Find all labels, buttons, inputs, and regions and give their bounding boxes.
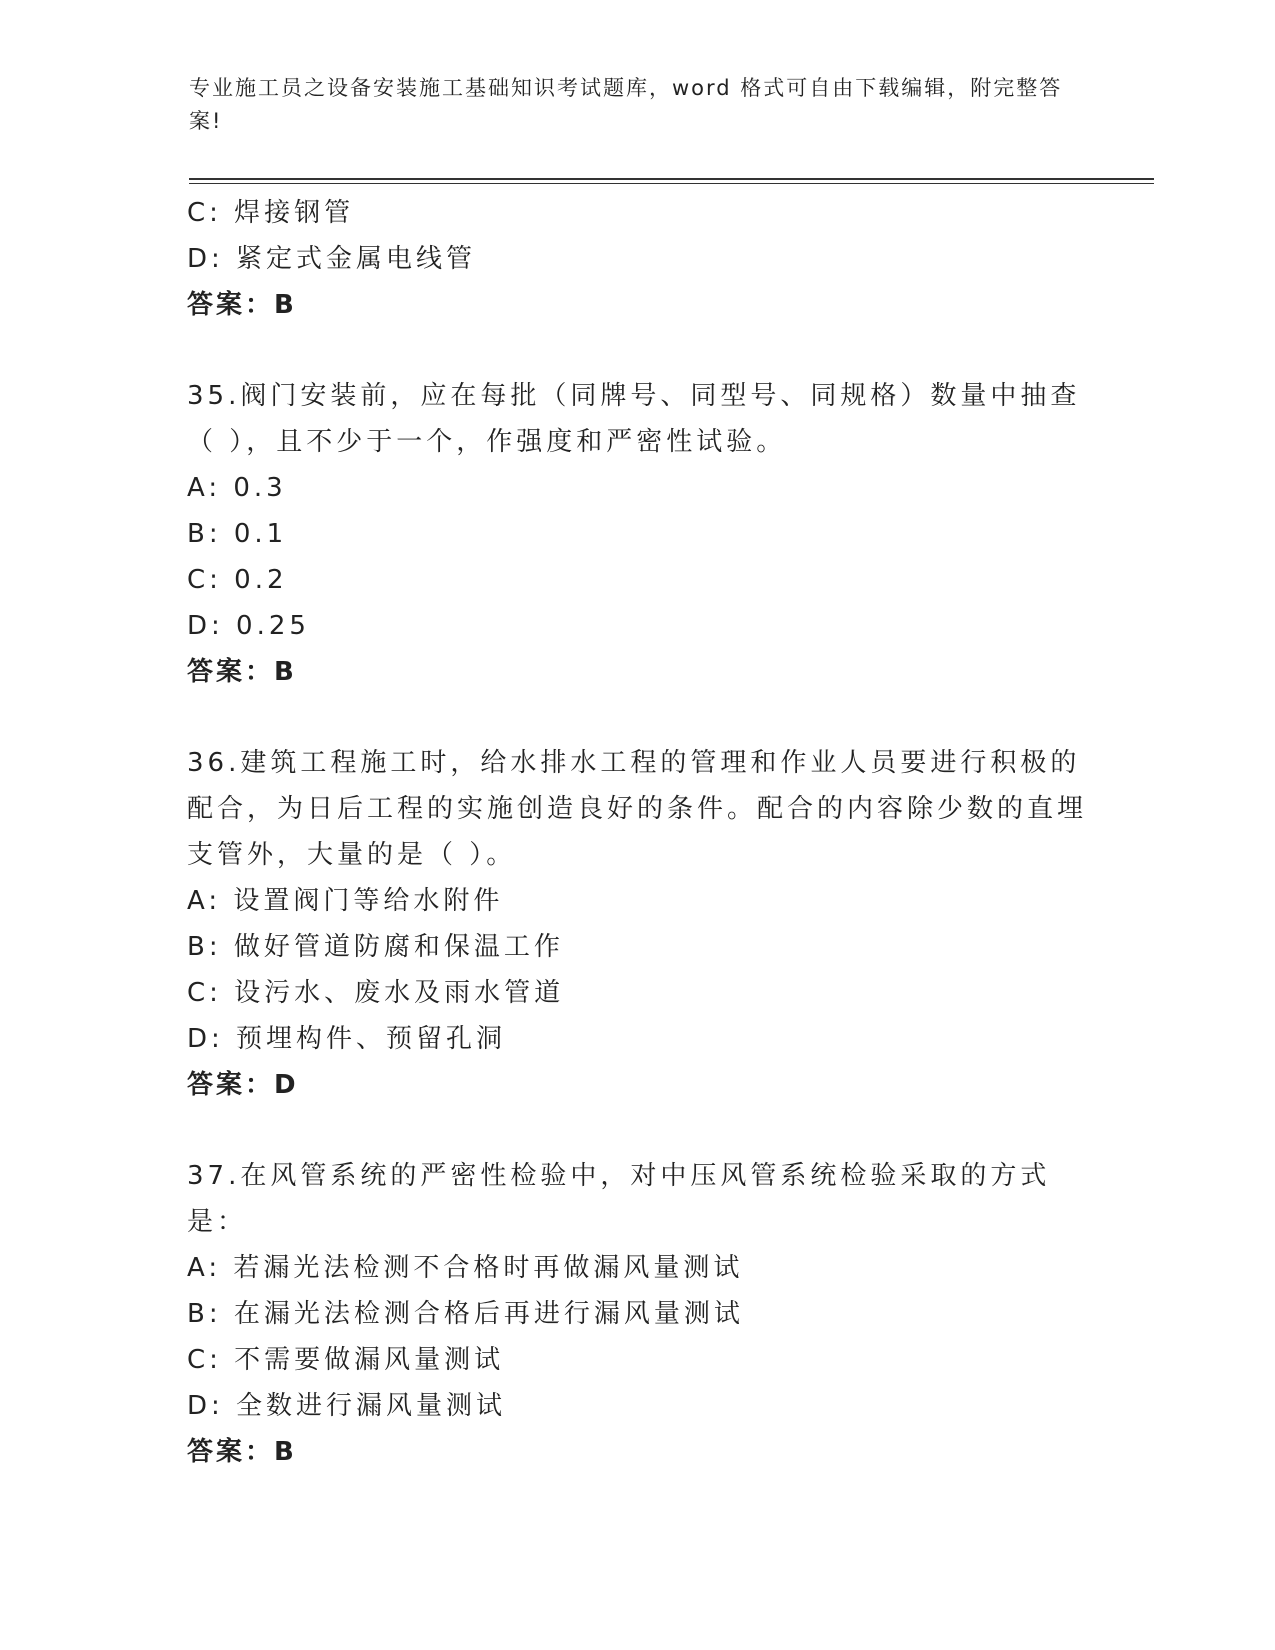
question-37 (187, 1153, 1087, 1475)
option-d: D: 预埋构件、预留孔洞 (187, 1024, 507, 1054)
question-35 (187, 373, 1087, 695)
option-b: B: 在漏光法检测合格后再进行漏风量测试 (187, 1299, 744, 1329)
question-text: 35.阀门安装前，应在每批（同牌号、同型号、同规格）数量中抽查（ ），且不少于一个，作强度和严密性试验。 (187, 381, 1081, 457)
answer: 答案：B (187, 657, 297, 687)
option-a: A: 0.3 (187, 473, 287, 503)
question-36 (187, 740, 1087, 1108)
header-divider (189, 178, 1154, 180)
answer: 答案：B (187, 1437, 297, 1467)
option-b: B: 做好管道防腐和保温工作 (187, 932, 564, 962)
option-d: D: 0.25 (187, 611, 310, 641)
option-c: C: 设污水、废水及雨水管道 (187, 978, 565, 1008)
option-c: C: 不需要做漏风量测试 (187, 1345, 505, 1375)
answer: 答案：D (187, 1070, 299, 1100)
option-c: C: 焊接钢管 (187, 198, 355, 228)
option-a: A: 若漏光法检测不合格时再做漏风量测试 (187, 1253, 744, 1283)
question-text: 37.在风管系统的严密性检验中，对中压风管系统检验采取的方式是： (187, 1161, 1051, 1237)
document-body (187, 190, 1087, 1475)
option-b: B: 0.1 (187, 519, 288, 549)
page-header: 专业施工员之设备安装施工基础知识考试题库，word 格式可自由下载编辑，附完整答案! (189, 76, 1063, 133)
option-c: C: 0.2 (187, 565, 288, 595)
answer: 答案：B (187, 290, 297, 320)
header-divider-thin (189, 183, 1154, 184)
question-text: 36.建筑工程施工时，给水排水工程的管理和作业人员要进行积极的配合，为日后工程的实施创造良好的条件。配合的内容除少数的直埋支管外，大量的是（ ）。 (187, 748, 1088, 870)
option-d: D: 紧定式金属电线管 (187, 244, 477, 274)
option-d: D: 全数进行漏风量测试 (187, 1391, 507, 1421)
option-a: A: 设置阀门等给水附件 (187, 886, 504, 916)
